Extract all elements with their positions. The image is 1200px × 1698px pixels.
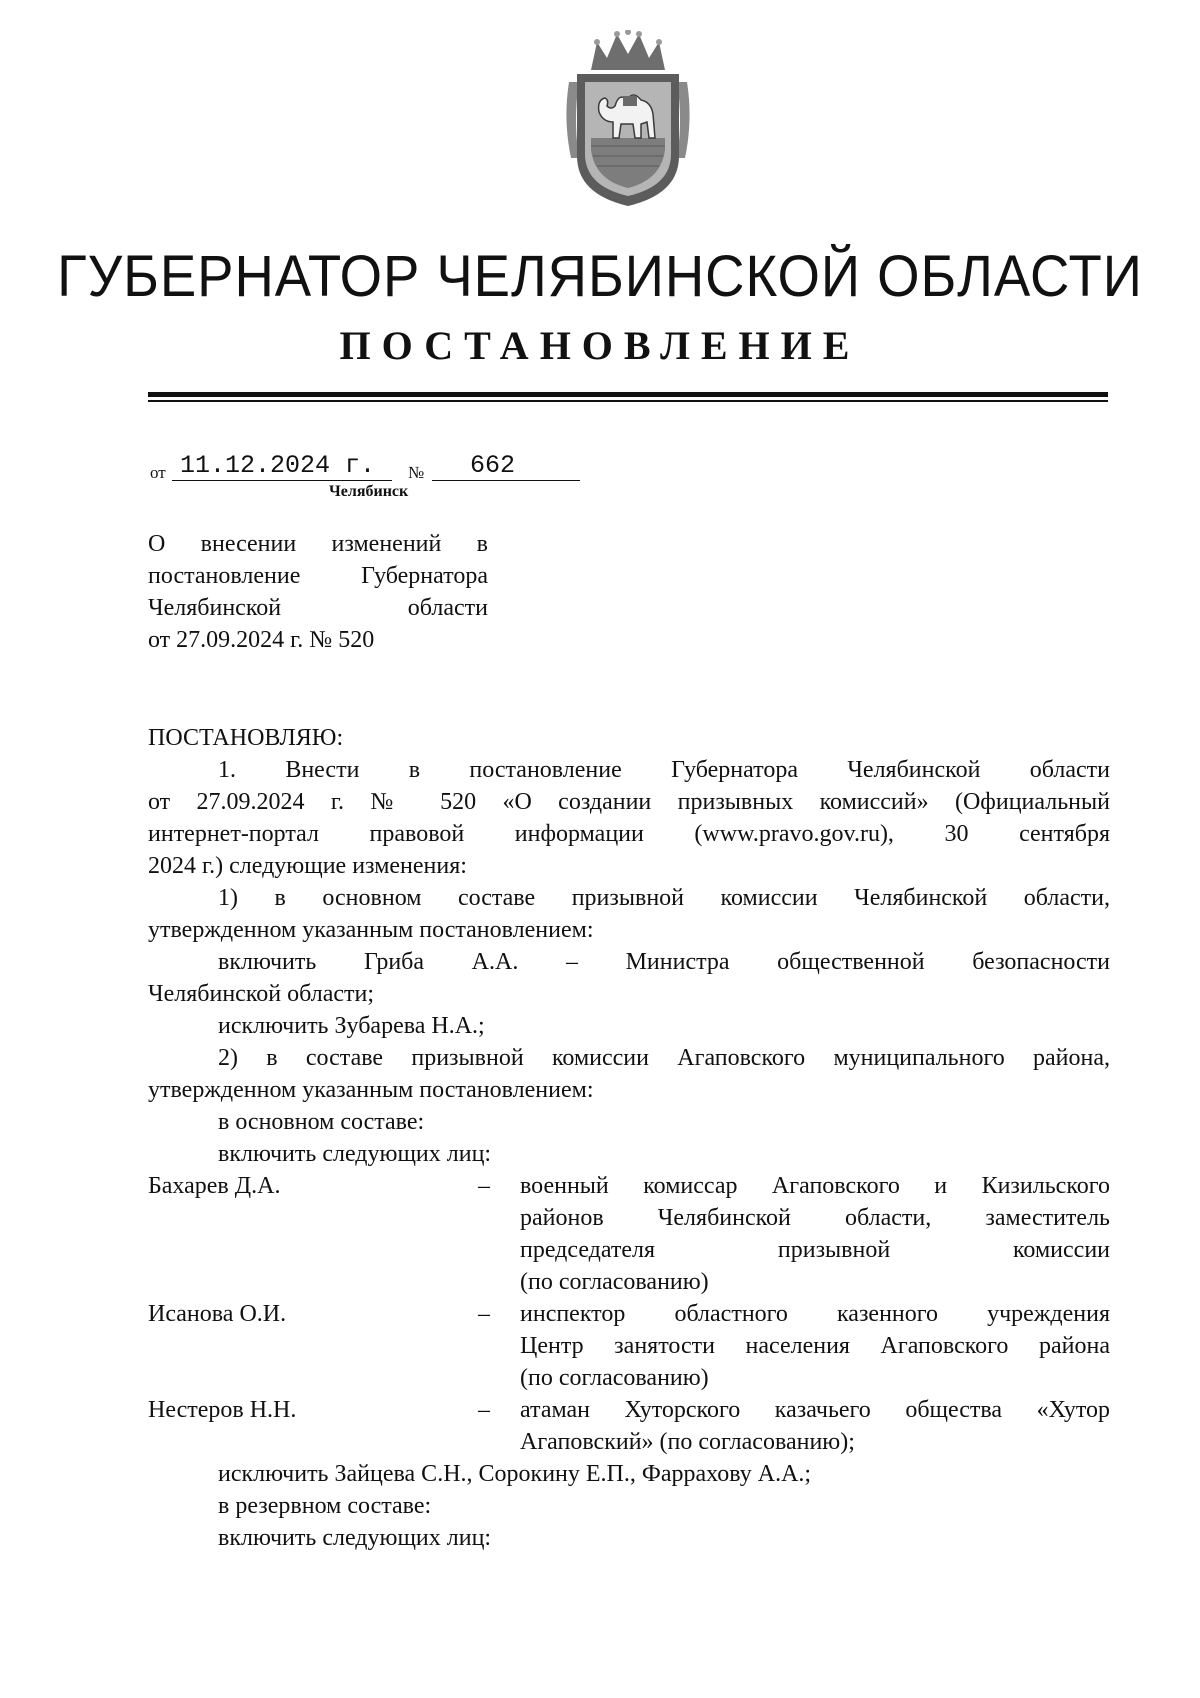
description-line: Агаповский» (по согласованию); bbox=[520, 1429, 855, 1455]
paragraph-line: от 27.09.2024 г. № 520 «О создании призывных комиссий» (Официальный bbox=[148, 789, 1110, 815]
subject-line: постановление Губернатора bbox=[148, 563, 488, 589]
document-body bbox=[148, 722, 1110, 1554]
decree-word: ПОСТАНОВЛЯЮ: bbox=[148, 725, 344, 751]
header-rule-thin bbox=[148, 400, 1108, 402]
city: Челябинск bbox=[329, 483, 409, 500]
subject-line: от 27.09.2024 г. № 520 bbox=[148, 627, 375, 653]
from-label: от bbox=[150, 463, 166, 482]
paragraph-line: 2024 г.) следующие изменения: bbox=[148, 853, 467, 879]
person-row bbox=[148, 1394, 1110, 1458]
subject-line: О внесении изменений в bbox=[148, 531, 488, 557]
document-subject bbox=[148, 528, 488, 656]
description-line: военный комиссар Агаповского и Кизильского bbox=[520, 1173, 1110, 1199]
paragraph-line: 1. Внести в постановление Губернатора Челябинской области bbox=[218, 757, 1110, 783]
paragraph-line: включить следующих лиц: bbox=[218, 1525, 492, 1551]
paragraph-line: утвержденном указанным постановлением: bbox=[148, 1077, 594, 1103]
document-date: 11.12.2024 г. bbox=[180, 451, 376, 480]
person-dash: – bbox=[478, 1173, 490, 1199]
person-row bbox=[148, 1298, 1110, 1394]
paragraph-line: исключить Зубарева Н.А.; bbox=[218, 1013, 485, 1039]
organization-title: ГУБЕРНАТОР ЧЕЛЯБИНСКОЙ ОБЛАСТИ bbox=[57, 244, 1143, 309]
paragraph-line: интернет-портал правовой информации (www.pravo.gov.ru), 30 сентября bbox=[148, 821, 1110, 847]
paragraph-line: включить следующих лиц: bbox=[218, 1141, 492, 1167]
description-line: председателя призывной комиссии bbox=[520, 1237, 1110, 1263]
person-name: Нестеров Н.Н. bbox=[148, 1397, 297, 1423]
person-name: Исанова О.И. bbox=[148, 1301, 287, 1327]
description-line: (по согласованию) bbox=[520, 1269, 709, 1295]
person-name: Бахарев Д.А. bbox=[148, 1173, 281, 1199]
subject-line: Челябинской области bbox=[148, 595, 488, 621]
number-label: № bbox=[408, 463, 425, 482]
document-number: 662 bbox=[470, 451, 516, 480]
header-rule-thick bbox=[148, 392, 1108, 397]
person-description bbox=[520, 1298, 1110, 1394]
paragraph-line: утвержденном указанным постановлением: bbox=[148, 917, 594, 943]
person-dash: – bbox=[478, 1397, 490, 1423]
person-row bbox=[148, 1170, 1110, 1298]
description-line: Центр занятости населения Агаповского района bbox=[520, 1333, 1110, 1359]
person-description bbox=[520, 1170, 1110, 1298]
paragraph-line: в резервном составе: bbox=[218, 1493, 432, 1519]
paragraph-line: в основном составе: bbox=[218, 1109, 425, 1135]
paragraph-line: исключить Зайцева С.Н., Сорокину Е.П., Фаррахову А.А.; bbox=[218, 1461, 812, 1487]
description-line: районов Челябинской области, заместитель bbox=[520, 1205, 1110, 1231]
description-line: атаман Хуторского казачьего общества «Хутор bbox=[520, 1397, 1110, 1423]
paragraph-line: Челябинской области; bbox=[148, 981, 374, 1007]
coat-of-arms-icon bbox=[561, 30, 695, 210]
person-description bbox=[520, 1394, 1110, 1458]
paragraph-line: 1) в основном составе призывной комиссии Челябинской области, bbox=[218, 885, 1110, 911]
number-underline bbox=[432, 480, 580, 481]
person-dash: – bbox=[478, 1301, 490, 1327]
description-line: (по согласованию) bbox=[520, 1365, 709, 1391]
date-underline bbox=[172, 480, 392, 481]
document-type: ПОСТАНОВЛЕНИЕ bbox=[339, 323, 861, 368]
paragraph-line: 2) в составе призывной комиссии Агаповского муниципального района, bbox=[218, 1045, 1110, 1071]
description-line: инспектор областного казенного учреждения bbox=[520, 1301, 1110, 1327]
paragraph-line: включить Гриба А.А. – Министра общественной безопасности bbox=[218, 949, 1110, 975]
